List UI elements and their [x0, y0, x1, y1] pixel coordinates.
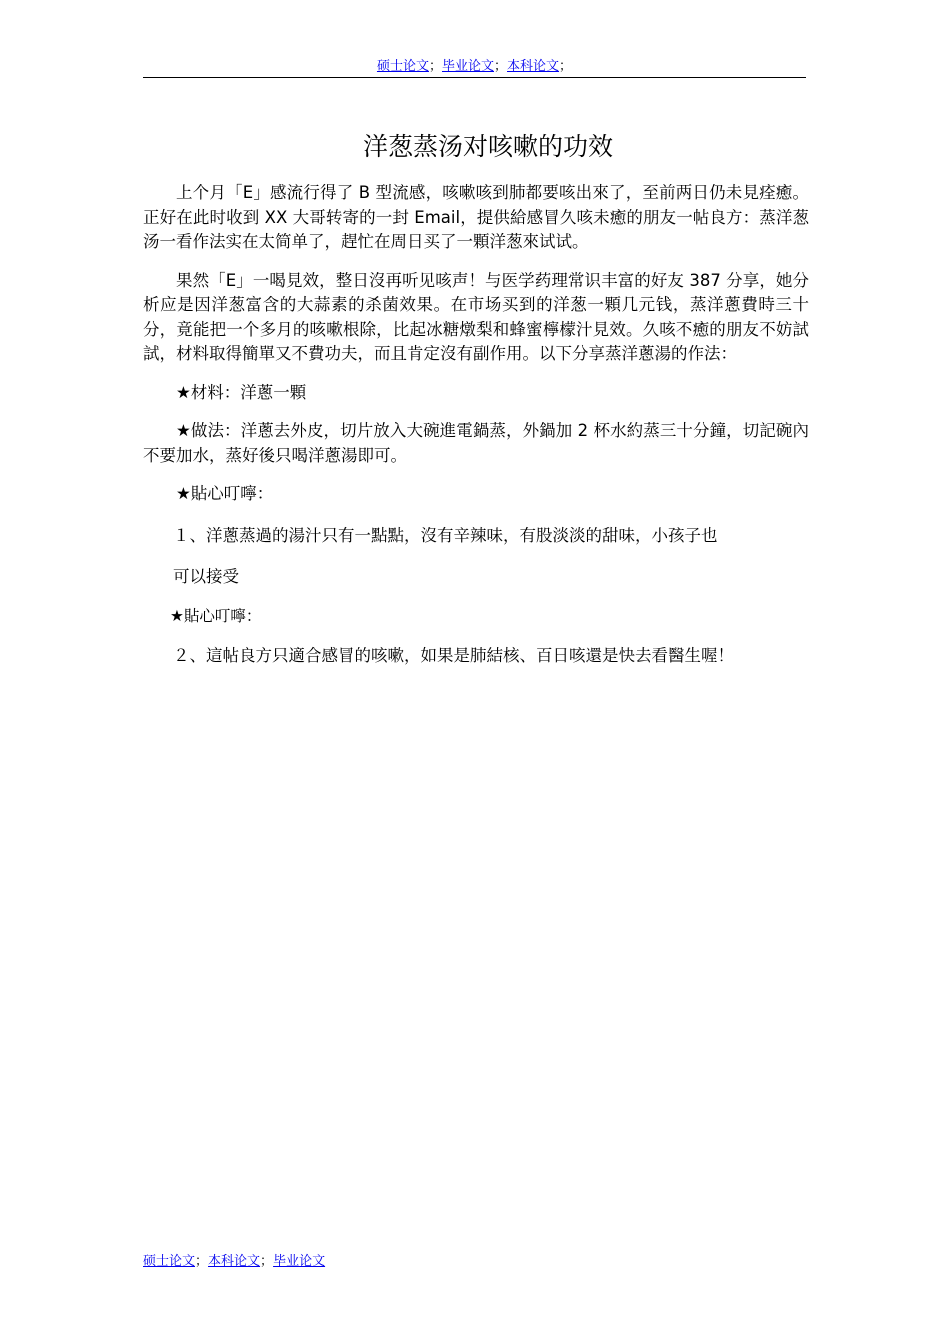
method-paragraph: ★做法：洋蔥去外皮，切片放入大碗進電鍋蒸，外鍋加 2 杯水約蒸三十分鐘，切記碗內不要加水，蒸好後只喝洋蔥湯即可。 [143, 421, 809, 465]
document-title: 洋葱蒸汤对咳嗽的功效 [362, 132, 613, 161]
page-header [143, 58, 806, 76]
header-divider [143, 77, 806, 78]
header-link-undergraduate-thesis[interactable]: 本科论文 [507, 59, 560, 74]
tip-1-line-1: １、洋蔥蒸過的湯汁只有一點點，沒有辛辣味，有股淡淡的甜味，小孩子也 [173, 525, 718, 545]
header-separator: ； [494, 59, 508, 74]
footer-separator: ； [195, 1254, 209, 1269]
document-body [143, 181, 809, 676]
materials-line: ★材料：洋蔥一顆 [176, 382, 307, 402]
intro-paragraph: 上个月「E」感流行得了 B 型流感，咳嗽咳到肺都要咳出來了，至前两日仍未見痊癒。正好在此时收到 XX 大哥转寄的一封 Email，提供給感冒久咳未癒的朋友一帖良方：蒸洋葱汤一看作法实在太简单了，趕忙在周日买了一顆洋葱來试试。 [143, 183, 809, 251]
header-separator: ； [559, 59, 573, 74]
footer-link-undergraduate-thesis[interactable]: 本科论文 [208, 1254, 261, 1269]
header-link-masters-thesis[interactable]: 硕士论文 [376, 59, 429, 74]
header-separator: ； [428, 59, 442, 74]
tip-1-line-2: 可以接受 [173, 566, 239, 586]
page-footer [143, 1253, 325, 1271]
effect-paragraph: 果然「E」一喝見效，整日沒再听见咳声！与医学药理常识丰富的好友 387 分享，她分析应是因洋葱富含的大蒜素的杀菌效果。在市场买到的洋葱一顆几元钱，蒸洋蔥費時三十分，竟能把一个多月的咳嗽根除，比起冰糖燉梨和蜂蜜檸檬汁見效。久咳不癒的朋友不妨試試，材料取得簡單又不費功夫，而且肯定沒有副作用。以下分享蒸洋蔥湯的作法： [143, 270, 809, 363]
header-link-graduation-thesis[interactable]: 毕业论文 [441, 59, 494, 74]
footer-link-graduation-thesis[interactable]: 毕业论文 [273, 1254, 326, 1269]
tips-heading-1: ★貼心叮嚀： [176, 484, 274, 503]
tips-heading-2: ★貼心叮嚀： [170, 606, 262, 625]
footer-separator: ； [260, 1254, 274, 1269]
tip-2: ２、這帖良方只適合感冒的咳嗽，如果是肺結核、百日咳還是快去看醫生喔！ [173, 645, 734, 665]
footer-link-masters-thesis[interactable]: 硕士论文 [143, 1254, 196, 1269]
